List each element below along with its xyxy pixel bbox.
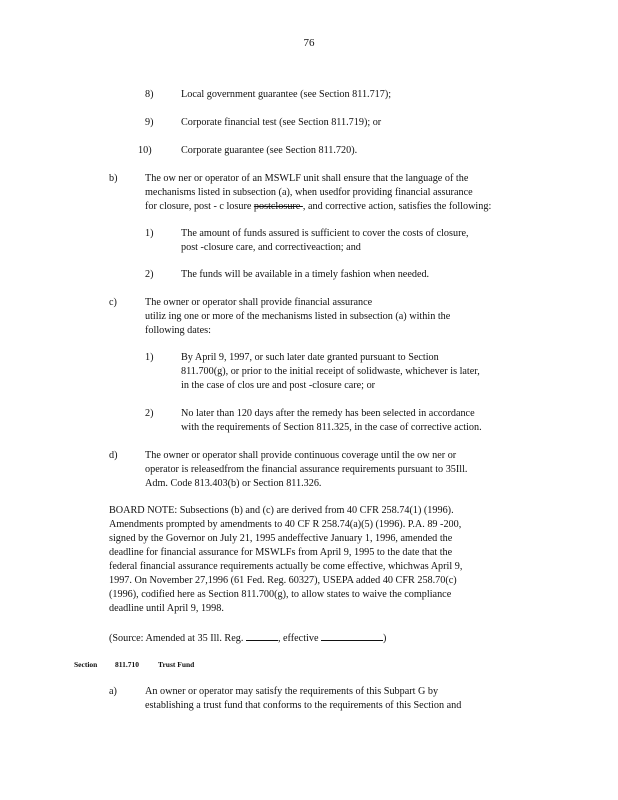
- para-b-line-2: mechanisms listed in subsection (a), when usedfor providing financial assurance: [145, 187, 473, 198]
- board-note-line-3: signed by the Governor on July 21, 1995 andeffective January 1, 1996, amended the: [109, 533, 453, 544]
- para-c-sub-2-line-2: with the requirements of Section 811.325, in the case of corrective action.: [181, 422, 482, 433]
- source-line: [109, 630, 386, 646]
- para-c-sub-1-line-1: By April 9, 1997, or such later date granted pursuant to Section: [181, 352, 439, 363]
- para-c-line-1: The owner or operator shall provide financial assurance: [145, 297, 373, 308]
- item-10-number: 10): [138, 145, 152, 156]
- para-b-line-3-end: , and corrective action, satisfies the following:: [302, 201, 492, 212]
- para-c-sub-1-line-2: 811.700(g), or prior to the initial receipt of solidwaste, whichever is later,: [181, 366, 480, 377]
- section-heading-label: Section: [74, 660, 98, 669]
- board-note-line-4: deadline for financial assurance for MSWLFs from April 9, 1995 to the date that the: [109, 547, 453, 558]
- page-number: 76: [303, 37, 315, 49]
- para-c-line-2: utiliz ing one or more of the mechanisms listed in subsection (a) within the: [145, 311, 451, 322]
- effective-date-blank: [321, 630, 383, 641]
- para-b-sub-1-line-2: post -closure care, and correctiveaction; and: [181, 242, 361, 253]
- item-9-number: 9): [145, 117, 154, 128]
- source-suffix: ): [383, 633, 387, 644]
- item-8-number: 8): [145, 89, 154, 100]
- item-8-text: Local government guarantee (see Section 811.717);: [181, 89, 392, 100]
- para-c-label: c): [109, 297, 117, 308]
- board-note-line-1: BOARD NOTE: Subsections (b) and (c) are derived from 40 CFR 258.74(1) (1996).: [109, 505, 454, 516]
- para-c-line-3: following dates:: [145, 325, 211, 336]
- struck-text: postclosure: [253, 201, 303, 212]
- para-a-label: a): [109, 686, 117, 697]
- para-d-line-2: operator is releasedfrom the financial assurance requirements pursuant to 35Ill.: [145, 464, 468, 475]
- board-note-line-2: Amendments prompted by amendments to 40 CF R 258.74(a)(5) (1996). P.A. 89 -200,: [109, 519, 462, 530]
- para-d-line-1: The owner or operator shall provide continuous coverage until the ow ner or: [145, 450, 457, 461]
- para-b-line-3: [145, 200, 491, 214]
- source-mid: , effective: [277, 633, 319, 644]
- item-9-text: Corporate financial test (see Section 811.719); or: [181, 117, 382, 128]
- section-heading-title: Trust Fund: [158, 660, 195, 669]
- para-b-sub-2-number: 2): [145, 269, 154, 280]
- board-note-line-5: federal financial assurance requirements actually be come effective, whichwas April 9,: [109, 561, 463, 572]
- para-c-sub-1-number: 1): [145, 352, 154, 363]
- para-c-sub-2-number: 2): [145, 408, 154, 419]
- source-prefix: (Source: Amended at 35 Ill. Reg.: [109, 633, 244, 644]
- para-d-line-3: Adm. Code 813.403(b) or Section 811.326.: [145, 478, 322, 489]
- para-b-sub-1-line-1: The amount of funds assured is sufficient to cover the costs of closure,: [181, 228, 469, 239]
- para-a-line-2: establishing a trust fund that conforms to the requirements of this Section and: [145, 700, 462, 711]
- para-b-line-1: The ow ner or operator of an MSWLF unit shall ensure that the language of the: [145, 173, 469, 184]
- para-b-line-3-start: for closure, post - c losure: [145, 201, 254, 212]
- para-a-line-1: An owner or operator may satisfy the requirements of this Subpart G by: [145, 686, 439, 697]
- para-d-label: d): [109, 450, 118, 461]
- board-note-line-8: deadline until April 9, 1998.: [109, 603, 224, 614]
- para-c-sub-2-line-1: No later than 120 days after the remedy has been selected in accordance: [181, 408, 475, 419]
- para-b-sub-1-number: 1): [145, 228, 154, 239]
- item-10-text: Corporate guarantee (see Section 811.720).: [181, 145, 358, 156]
- para-b-label: b): [109, 173, 118, 184]
- board-note-line-6: 1997. On November 27,1996 (61 Fed. Reg. 60327), USEPA added 40 CFR 258.70(c): [109, 575, 457, 586]
- register-blank: [246, 630, 278, 641]
- section-heading-number: 811.710: [115, 660, 139, 669]
- para-c-sub-1-line-3: in the case of clos ure and post -closure care; or: [181, 380, 376, 391]
- board-note-line-7: (1996), codified here as Section 811.700(g), to allow states to waive the compliance: [109, 589, 452, 600]
- para-b-sub-2-line-1: The funds will be available in a timely fashion when needed.: [181, 269, 430, 280]
